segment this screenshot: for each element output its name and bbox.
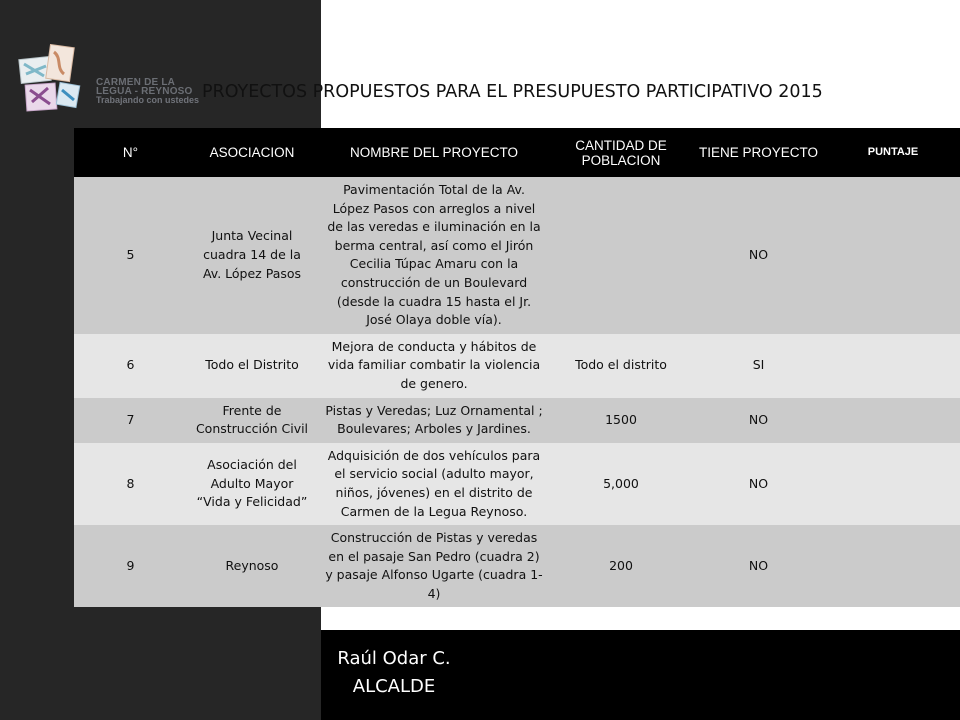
- cell-poblacion: [551, 177, 691, 334]
- cell-proyecto: Mejora de conducta y hábitos de vida familiar combatir la violencia de genero.: [317, 334, 551, 398]
- cell-n: 7: [74, 398, 187, 443]
- page-title: PROYECTOS PROPUESTOS PARA EL PRESUPUESTO PARTICIPATIVO 2015: [202, 82, 823, 102]
- cell-tiene: NO: [691, 443, 826, 525]
- table-row: [74, 177, 960, 334]
- cell-tiene: NO: [691, 398, 826, 443]
- cell-proyecto: Adquisición de dos vehículos para el servicio social (adulto mayor, niños, jóvenes) en el distrito de Carmen de la Legua Reynoso.: [317, 443, 551, 525]
- cell-n: 6: [74, 334, 187, 398]
- projects-table: [74, 128, 960, 607]
- table-row: [74, 525, 960, 607]
- cell-proyecto: Construcción de Pistas y veredas en el pasaje San Pedro (cuadra 2) y pasaje Alfonso Ugarte (cuadra 1-4): [317, 525, 551, 607]
- table-row: [74, 398, 960, 443]
- cell-puntaje: [826, 334, 960, 398]
- cell-proyecto: Pistas y Veredas; Luz Ornamental ; Boulevares; Arboles y Jardines.: [317, 398, 551, 443]
- cell-tiene: SI: [691, 334, 826, 398]
- header-asociacion: ASOCIACION: [187, 128, 317, 177]
- cell-proyecto: Pavimentación Total de la Av. López Pasos con arreglos a nivel de las veredas e iluminación en la berma central, así como el Jirón Cecilia Túpac Amaru con la construcción de un Boulevard (desde la cuadra 15 hasta el Jr. José Olaya doble vía).: [317, 177, 551, 334]
- cell-puntaje: [826, 443, 960, 525]
- cell-asociacion: Asociación del Adulto Mayor “Vida y Felicidad”: [187, 443, 317, 525]
- cell-puntaje: [826, 177, 960, 334]
- logo-line-2: LEGUA - REYNOSO: [96, 86, 193, 97]
- cell-poblacion: Todo el distrito: [551, 334, 691, 398]
- logo-text: [96, 78, 199, 105]
- cell-puntaje: [826, 398, 960, 443]
- cell-asociacion: Junta Vecinal cuadra 14 de la Av. López Pasos: [187, 177, 317, 334]
- cell-asociacion: Frente de Construcción Civil: [187, 398, 317, 443]
- cell-poblacion: 200: [551, 525, 691, 607]
- header-n: N°: [74, 128, 187, 177]
- cell-tiene: NO: [691, 177, 826, 334]
- cell-tiene: NO: [691, 525, 826, 607]
- mayor-name: Raúl Odar C.: [337, 648, 451, 669]
- logo-tagline: Trabajando con ustedes: [96, 95, 200, 105]
- mayor-role: ALCALDE: [352, 676, 436, 697]
- cell-n: 9: [74, 525, 187, 607]
- table-row: [74, 443, 960, 525]
- header-puntaje: PUNTAJE: [826, 128, 960, 177]
- cell-poblacion: 1500: [551, 398, 691, 443]
- header-proyecto: NOMBRE DEL PROYECTO: [317, 128, 551, 177]
- cell-n: 8: [74, 443, 187, 525]
- cell-asociacion: Todo el Distrito: [187, 334, 317, 398]
- table-header-row: [74, 128, 960, 177]
- header-poblacion: CANTIDAD DE POBLACION: [551, 128, 691, 177]
- cell-puntaje: [826, 525, 960, 607]
- cell-poblacion: 5,000: [551, 443, 691, 525]
- logo-line-1: CARMEN DE LA: [96, 77, 176, 88]
- header-tiene-proyecto: TIENE PROYECTO: [691, 128, 826, 177]
- cell-n: 5: [74, 177, 187, 334]
- signature-block: [321, 645, 467, 701]
- table-row: [74, 334, 960, 398]
- cell-asociacion: Reynoso: [187, 525, 317, 607]
